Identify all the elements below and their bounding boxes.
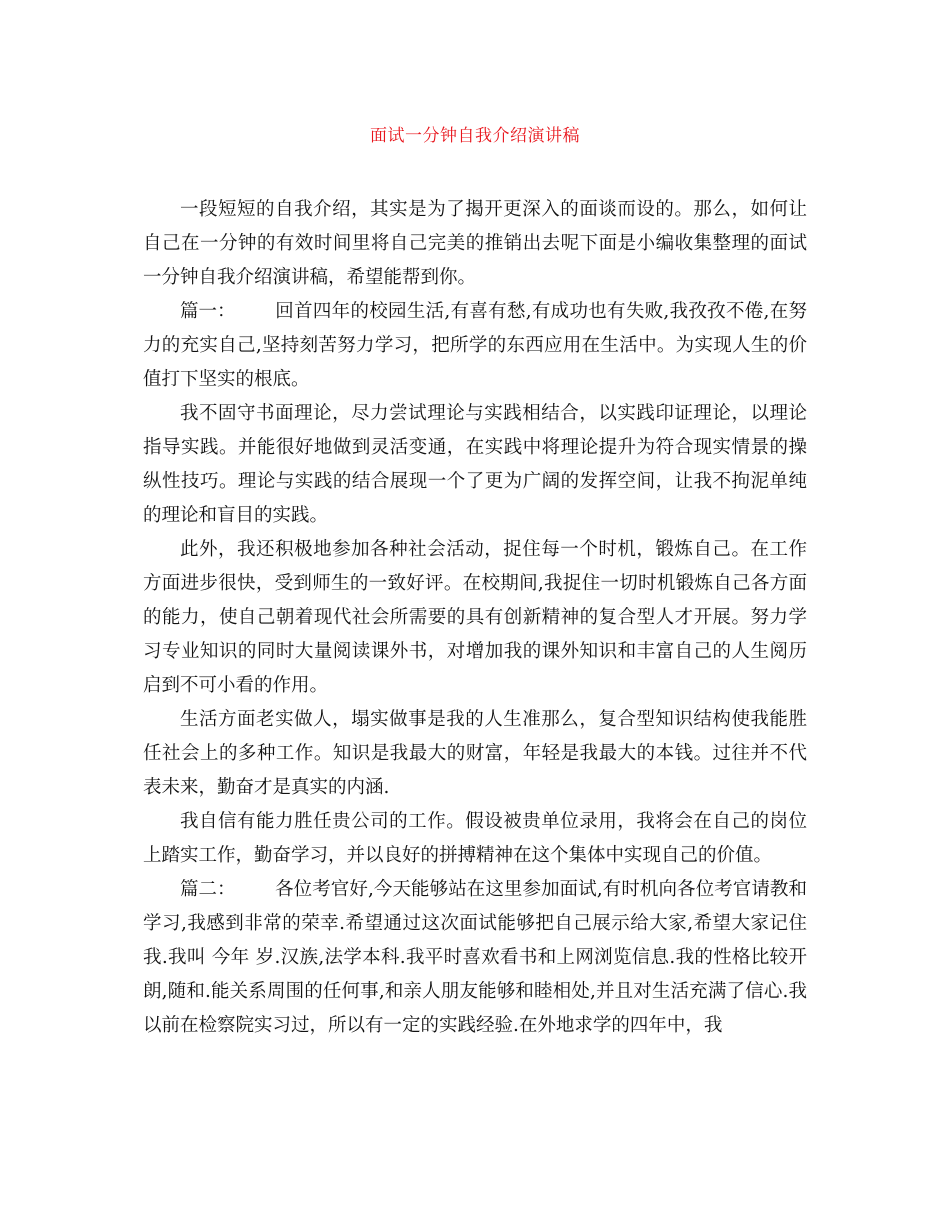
intro-paragraph: 一段短短的自我介绍，其实是为了揭开更深入的面谈而设的。那么，如何让自己在一分钟的有效时间里将自己完美的推销出去呢下面是小编收集整理的面试一分钟自我介绍演讲稿，希望能帮到你。 (143, 199, 807, 288)
section2-paragraph-1 (143, 873, 807, 1043)
section1-paragraph-1-text: 回首四年的校园生活,有喜有愁,有成功也有失败,我孜孜不倦,在努力的充实自己,坚持刻苦努力学习，把所学的东西应用在生活中。为实现人生的价值打下坚实的根底。 (143, 301, 807, 390)
section1-label: 篇一： (180, 301, 236, 322)
section2-paragraph-1-text: 各位考官好,今天能够站在这里参加面试,有时机向各位考官请教和学习,我感到非常的荣幸.希望通过这次面试能够把自己展示给大家,希望大家记住我.我叫 今年 岁.汉族,法学本科.我平时喜欢看书和上网浏览信息.我的性格比较开朗,随和.能关系周围的任何事,和亲人朋友能够和睦相处,并且对生活充满了信心.我以前在检察院实习过，所以有一定的实践经验.在外地求学的四年中，我 (143, 879, 807, 1036)
section2-label: 篇二： (180, 879, 236, 900)
section1-paragraph-1 (143, 295, 807, 397)
section1-paragraph-4: 生活方面老实做人，塌实做事是我的人生准那么，复合型知识结构使我能胜任社会上的多种工作。知识是我最大的财富，年轻是我最大的本钱。过往并不代表未来，勤奋才是真实的内涵. (143, 709, 807, 798)
section1-paragraph-2: 我不固守书面理论，尽力尝试理论与实践相结合，以实践印证理论，以理论指导实践。并能很好地做到灵活变通，在实践中将理论提升为符合现实情景的操纵性技巧。理论与实践的结合展现一个了更为广阔的发挥空间，让我不拘泥单纯的理论和盲目的实践。 (143, 403, 807, 526)
section1-paragraph-3: 此外，我还积极地参加各种社会活动，捉住每一个时机，锻炼自己。在工作方面进步很快，受到师生的一致好评。在校期间,我捉住一切时机锻炼自己各方面的能力，使自己朝着现代社会所需要的具有创新精神的复合型人才开展。努力学习专业知识的同时大量阅读课外书，对增加我的课外知识和丰富自己的人生阅历启到不可小看的作用。 (143, 539, 807, 696)
section1-paragraph-5: 我自信有能力胜任贵公司的工作。假设被贵单位录用，我将会在自己的岗位上踏实工作，勤奋学习，并以良好的拼搏精神在这个集体中实现自己的价值。 (143, 811, 807, 866)
document-title: 面试一分钟自我介绍演讲稿 (370, 126, 580, 146)
document-body (143, 193, 807, 1043)
